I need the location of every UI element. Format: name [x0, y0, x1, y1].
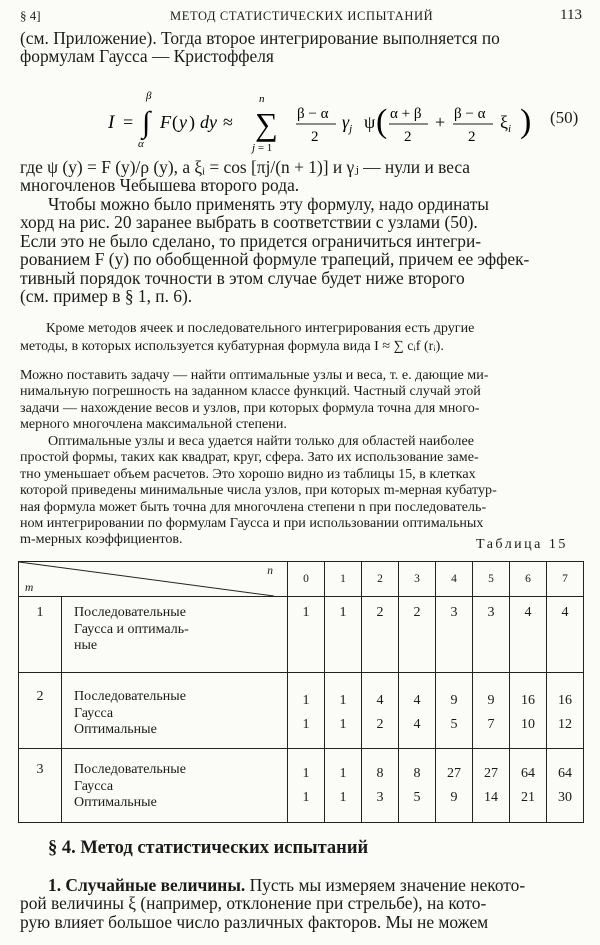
text-line: рованием F (y) по обобщенной формуле трапеций, причем ее эффек-: [20, 249, 530, 270]
text-line: рую влияет большое число различных факторов. Мы не можем: [20, 911, 489, 932]
text-line: Чтобы можно было применять эту формулу, надо ординаты: [48, 194, 489, 214]
row-m-value: 1: [19, 597, 62, 673]
cell-value: 1: [339, 766, 347, 781]
method-label: Гаусса и оптималь-: [74, 621, 189, 637]
cell-value: 1: [302, 693, 310, 708]
cell-value: 4: [376, 693, 384, 708]
value-cell: [288, 597, 325, 673]
svg-text:ξi: $\xi_i$: [500, 112, 512, 135]
cell-value: 8: [413, 766, 421, 781]
table-row: [19, 749, 584, 823]
svg-text:2: 2: [468, 129, 476, 145]
text-line: формулам Гаусса — Кристоффеля: [20, 46, 274, 67]
svg-text:+: +: [435, 112, 446, 132]
column-header: 5: [473, 562, 510, 597]
cell-value: 1: [339, 790, 347, 805]
row-m-value: 3: [19, 749, 62, 823]
text-fragment: Пусть мы измеряем значение некото-: [245, 875, 526, 895]
svg-text:ψ: ψ: [364, 112, 376, 132]
svg-text:(: (: [376, 103, 388, 140]
text-line: [20, 876, 582, 894]
methods-cell: [62, 749, 288, 823]
method-label: Оптимальные: [74, 795, 157, 810]
svg-text:β − α: β − α: [297, 106, 329, 122]
text-line: где ψ (y) = F (y)/ρ (y), а ξᵢ = cos [πj/(n + 1)] и γⱼ — нули и веса: [20, 157, 471, 177]
small-paragraph-3: [20, 433, 584, 548]
text-line: m-мерных коэффициентов.: [20, 531, 183, 548]
section-heading: § 4. Метод статистических испытаний: [48, 838, 369, 858]
value-cell: [362, 673, 399, 749]
cell-value: 5: [450, 717, 458, 732]
svg-text:n: n: [259, 93, 265, 105]
methods-cell: [62, 597, 288, 673]
value-cell: [510, 597, 547, 673]
value-cell: [436, 597, 473, 673]
svg-text:): ): [520, 103, 532, 140]
cell-value: 3: [376, 790, 384, 805]
cell-value: 1: [339, 605, 347, 620]
text-line: ная формула может быть точна для многочлена степени n при последователь-: [20, 498, 487, 515]
value-cell: [473, 673, 510, 749]
method-label: Гаусса: [74, 778, 114, 794]
method-label: Оптимальные: [74, 722, 157, 737]
intro-paragraph: [20, 29, 580, 66]
svg-text:I: I: [108, 112, 115, 133]
methods-cell: [62, 673, 288, 749]
cell-value: 1: [339, 717, 347, 732]
table-header-row: [19, 562, 584, 597]
small-paragraph-1: [20, 320, 584, 356]
value-cell: [510, 749, 547, 823]
cell-value: 4: [524, 605, 532, 620]
svg-text:∫: ∫: [142, 106, 151, 139]
table-row: [19, 597, 584, 673]
formula-graphic: [60, 85, 540, 155]
table-15: [18, 561, 584, 823]
svg-text:β: β: [146, 90, 152, 102]
text-line: Кроме методов ячеек и последовательного интегрирования есть другие: [46, 320, 475, 336]
svg-text:dy: dy: [200, 112, 217, 132]
method-label: ные: [74, 638, 98, 653]
text-line: тивный порядок точности в этом случае будет ниже второго: [20, 267, 465, 288]
cell-value: 7: [487, 717, 495, 732]
cell-value: 16: [521, 693, 535, 708]
paragraph-1: [20, 195, 582, 305]
cell-value: 16: [558, 693, 572, 708]
value-cell: [362, 597, 399, 673]
svg-text:α + β: α + β: [390, 106, 422, 122]
svg-text:=: =: [123, 112, 134, 132]
method-label: Гаусса: [74, 705, 114, 721]
cell-value: 1: [339, 693, 347, 708]
text-line: нимальную погрешность на заданном классе функций. Частный случай этой: [20, 383, 481, 400]
text-line: ном интегрировании по формулам Гаусса и при использовании оптимальных: [20, 515, 484, 532]
svg-text:F: F: [160, 112, 171, 132]
value-cell: [288, 673, 325, 749]
text-line: Если это не было сделано, то придется ограничиться интегри-: [20, 230, 482, 251]
svg-text:2: 2: [404, 129, 412, 145]
text-line: (см. пример в § 1, п. 6).: [20, 286, 193, 307]
cell-value: 1: [302, 605, 310, 620]
cell-value: 10: [521, 717, 535, 732]
value-cell: [547, 749, 584, 823]
value-cell: [436, 673, 473, 749]
value-cell: [288, 749, 325, 823]
cell-value: 64: [558, 766, 572, 781]
equation-number: (50): [550, 108, 579, 127]
column-header: 7: [547, 562, 584, 597]
cell-value: 3: [487, 605, 495, 620]
cell-value: 2: [376, 605, 384, 620]
text-line: методы, в которых используется кубатурная формула вида I ≈ ∑ cᵢf (rᵢ).: [20, 338, 444, 355]
value-cell: [399, 749, 436, 823]
header-section: § 4]: [20, 8, 41, 23]
cell-value: 5: [413, 790, 421, 805]
text-line: простой формы, таких как квадрат, круг, сфера. Зато их использование заме-: [20, 449, 479, 466]
cell-value: 2: [376, 717, 384, 732]
column-header: 6: [510, 562, 547, 597]
value-cell: [325, 749, 362, 823]
text-line: задачи — нахождение весов и узлов, при которых формула точна для много-: [20, 399, 480, 416]
text-line: Можно поставить задачу — найти оптимальные узлы и веса, т. е. дающие ми-: [20, 367, 489, 383]
column-header: 3: [399, 562, 436, 597]
corner-label-m: m: [25, 582, 34, 594]
value-cell: [325, 673, 362, 749]
value-cell: [510, 673, 547, 749]
value-cell: [325, 597, 362, 673]
cell-value: 4: [413, 693, 421, 708]
column-header: 2: [362, 562, 399, 597]
text-line: тно уменьшает объем расчетов. Это хорошо видно из таблицы 15, в клетках: [20, 465, 476, 482]
cell-value: 4: [561, 605, 569, 620]
paragraph-lead: 1. Случайные величины.: [48, 875, 246, 895]
value-cell: [399, 673, 436, 749]
cell-value: 9: [487, 693, 495, 708]
value-cell: [362, 749, 399, 823]
formula-50: [60, 85, 580, 155]
cell-value: 64: [521, 766, 535, 781]
text-line: рой величины ξ (например, отклонение при стрельбе), на кото-: [20, 893, 487, 914]
svg-text:α: α: [138, 138, 144, 150]
cell-value: 21: [521, 790, 535, 805]
text-line: которой приведены минимальные числа узлов, при которых m-мерная кубатур-: [20, 482, 497, 499]
svg-text:∑: ∑: [255, 106, 278, 142]
text-line: многочленов Чебышева второго рода.: [20, 175, 300, 196]
table-corner-cell: [19, 562, 288, 597]
cell-value: 30: [558, 790, 572, 805]
value-cell: [436, 749, 473, 823]
cell-value: 8: [376, 766, 384, 781]
column-header: 4: [436, 562, 473, 597]
svg-text:j = 1: j = 1: [252, 142, 273, 154]
svg-text:≈: ≈: [223, 112, 233, 132]
text-line: мерного многочлена максимальной степени.: [20, 416, 287, 433]
table-row: [19, 673, 584, 749]
cell-value: 1: [302, 717, 310, 732]
cell-value: 27: [447, 766, 461, 781]
cell-value: 1: [302, 766, 310, 781]
cell-value: 1: [302, 790, 310, 805]
method-label: Последовательные: [74, 689, 186, 704]
cell-value: 12: [558, 717, 572, 732]
small-paragraph-2: [20, 367, 584, 433]
cell-value: 9: [450, 790, 458, 805]
corner-label-n: n: [267, 565, 273, 577]
cell-value: 4: [413, 717, 421, 732]
value-cell: [473, 749, 510, 823]
svg-text:): ): [189, 112, 195, 132]
value-cell: [399, 597, 436, 673]
cell-value: 3: [450, 605, 458, 620]
cell-value: 14: [484, 790, 498, 805]
cell-value: 9: [450, 693, 458, 708]
svg-text:y: y: [179, 112, 187, 132]
page-number: 113: [560, 7, 582, 23]
cell-value: 2: [413, 605, 421, 620]
method-label: Последовательные: [74, 762, 186, 777]
svg-text:β − α: β − α: [454, 106, 486, 122]
method-label: Последовательные: [74, 605, 186, 620]
paragraph-2: [20, 876, 582, 931]
svg-text:γj: $\gamma_j$: [342, 112, 353, 135]
table-caption: Таблица 15: [476, 537, 568, 552]
diagonal-divider: [19, 562, 274, 596]
where-paragraph: [20, 158, 580, 195]
svg-text:2: 2: [311, 129, 319, 145]
svg-text:(: (: [172, 112, 178, 132]
value-cell: [547, 597, 584, 673]
value-cell: [473, 597, 510, 673]
header-title: МЕТОД СТАТИСТИЧЕСКИХ ИСПЫТАНИЙ: [170, 9, 434, 23]
text-line: Оптимальные узлы и веса удается найти только для областей наиболее: [48, 433, 474, 449]
column-header: 0: [288, 562, 325, 597]
text-line: (см. Приложение). Тогда второе интегрирование выполняется по: [20, 28, 500, 48]
text-line: хорд на рис. 20 заранее выбрать в соответствии с узлами (50).: [20, 212, 478, 233]
cell-value: 27: [484, 766, 498, 781]
row-m-value: 2: [19, 673, 62, 749]
value-cell: [547, 673, 584, 749]
column-header: 1: [325, 562, 362, 597]
